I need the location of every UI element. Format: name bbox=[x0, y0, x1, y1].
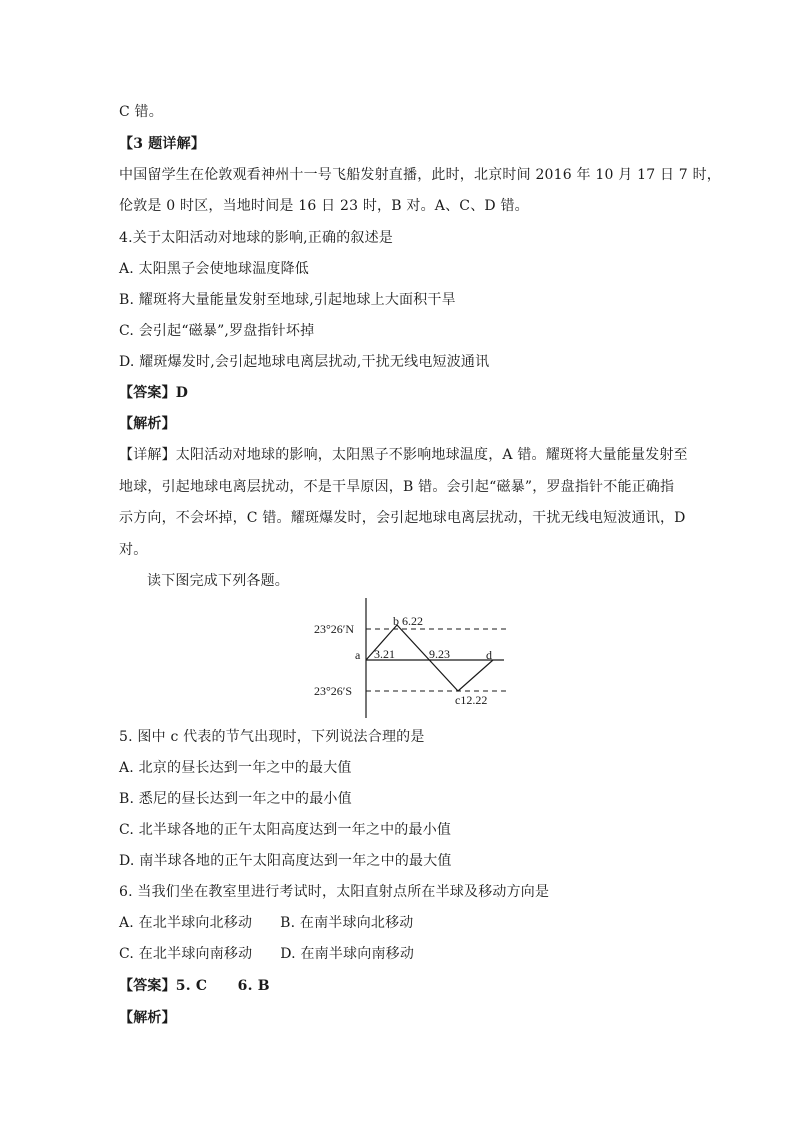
analysis-label: 【解析】 bbox=[119, 1010, 176, 1026]
explanation-line: 地球，引起地球电离层扰动，不是干旱原因，B 错。会引起“磁暴”，罗盘指针不能正确指 bbox=[119, 479, 675, 495]
options-ab: A. 在北半球向北移动 B. 在南半球向北移动 bbox=[119, 915, 414, 931]
solar-declination-diagram bbox=[300, 596, 520, 726]
option-d: D. 耀斑爆发时,会引起地球电离层扰动,干扰无线电短波通讯 bbox=[119, 354, 490, 370]
text-line: 中国留学生在伦敦观看神州十一号飞船发射直播，此时，北京时间 2016 年 10 月 17 日 7 时， bbox=[119, 167, 721, 183]
answer-label: 【答案】5. C 6. B bbox=[119, 978, 270, 994]
tropic-south-label: 23°26′S bbox=[314, 684, 353, 698]
text-line: C 错。 bbox=[119, 104, 163, 120]
question-4: 4.关于太阳活动对地球的影响,正确的叙述是 bbox=[119, 230, 394, 246]
point-c-label: c12.22 bbox=[455, 693, 488, 707]
explanation-line: 示方向，不会坏掉，C 错。耀斑爆发时，会引起地球电离层扰动，干扰无线电短波通讯，D bbox=[119, 510, 686, 526]
option-a: A. 太阳黑子会使地球温度降低 bbox=[119, 261, 310, 277]
instruction: 读下图完成下列各题。 bbox=[147, 573, 289, 589]
text-line: 伦敦是 0 时区，当地时间是 16 日 23 时，B 对。A、C、D 错。 bbox=[119, 198, 529, 214]
option-b: B. 耀斑将大量能量发射至地球,引起地球上大面积干旱 bbox=[119, 292, 456, 308]
option-c: C. 会引起“磁暴”,罗盘指针坏掉 bbox=[119, 323, 315, 339]
date-march-label: 3.21 bbox=[374, 647, 395, 661]
section-heading: 【3 题详解】 bbox=[119, 136, 206, 152]
analysis-label: 【解析】 bbox=[119, 416, 176, 432]
explanation-line: 【详解】太阳活动对地球的影响，太阳黑子不影响地球温度，A 错。耀斑将大量能量发射至 bbox=[119, 447, 688, 463]
tropic-north-label: 23°26′N bbox=[314, 622, 355, 636]
question-5: 5. 图中 c 代表的节气出现时，下列说法合理的是 bbox=[119, 729, 425, 745]
point-b-label: b 6.22 bbox=[393, 614, 423, 628]
option-c: C. 北半球各地的正午太阳高度达到一年之中的最小值 bbox=[119, 822, 452, 838]
explanation-line: 对。 bbox=[119, 542, 148, 558]
point-a-label: a bbox=[355, 648, 361, 662]
date-september-label: 9.23 bbox=[429, 647, 450, 661]
question-6: 6. 当我们坐在教室里进行考试时，太阳直射点所在半球及移动方向是 bbox=[119, 884, 550, 900]
option-b: B. 悉尼的昼长达到一年之中的最小值 bbox=[119, 791, 352, 807]
answer-label: 【答案】D bbox=[119, 385, 189, 401]
diagram-svg bbox=[300, 596, 520, 722]
options-cd: C. 在北半球向南移动 D. 在南半球向南移动 bbox=[119, 946, 415, 962]
option-a: A. 北京的昼长达到一年之中的最大值 bbox=[119, 760, 352, 776]
option-d: D. 南半球各地的正午太阳高度达到一年之中的最大值 bbox=[119, 853, 452, 869]
point-d-label: d bbox=[486, 648, 492, 662]
